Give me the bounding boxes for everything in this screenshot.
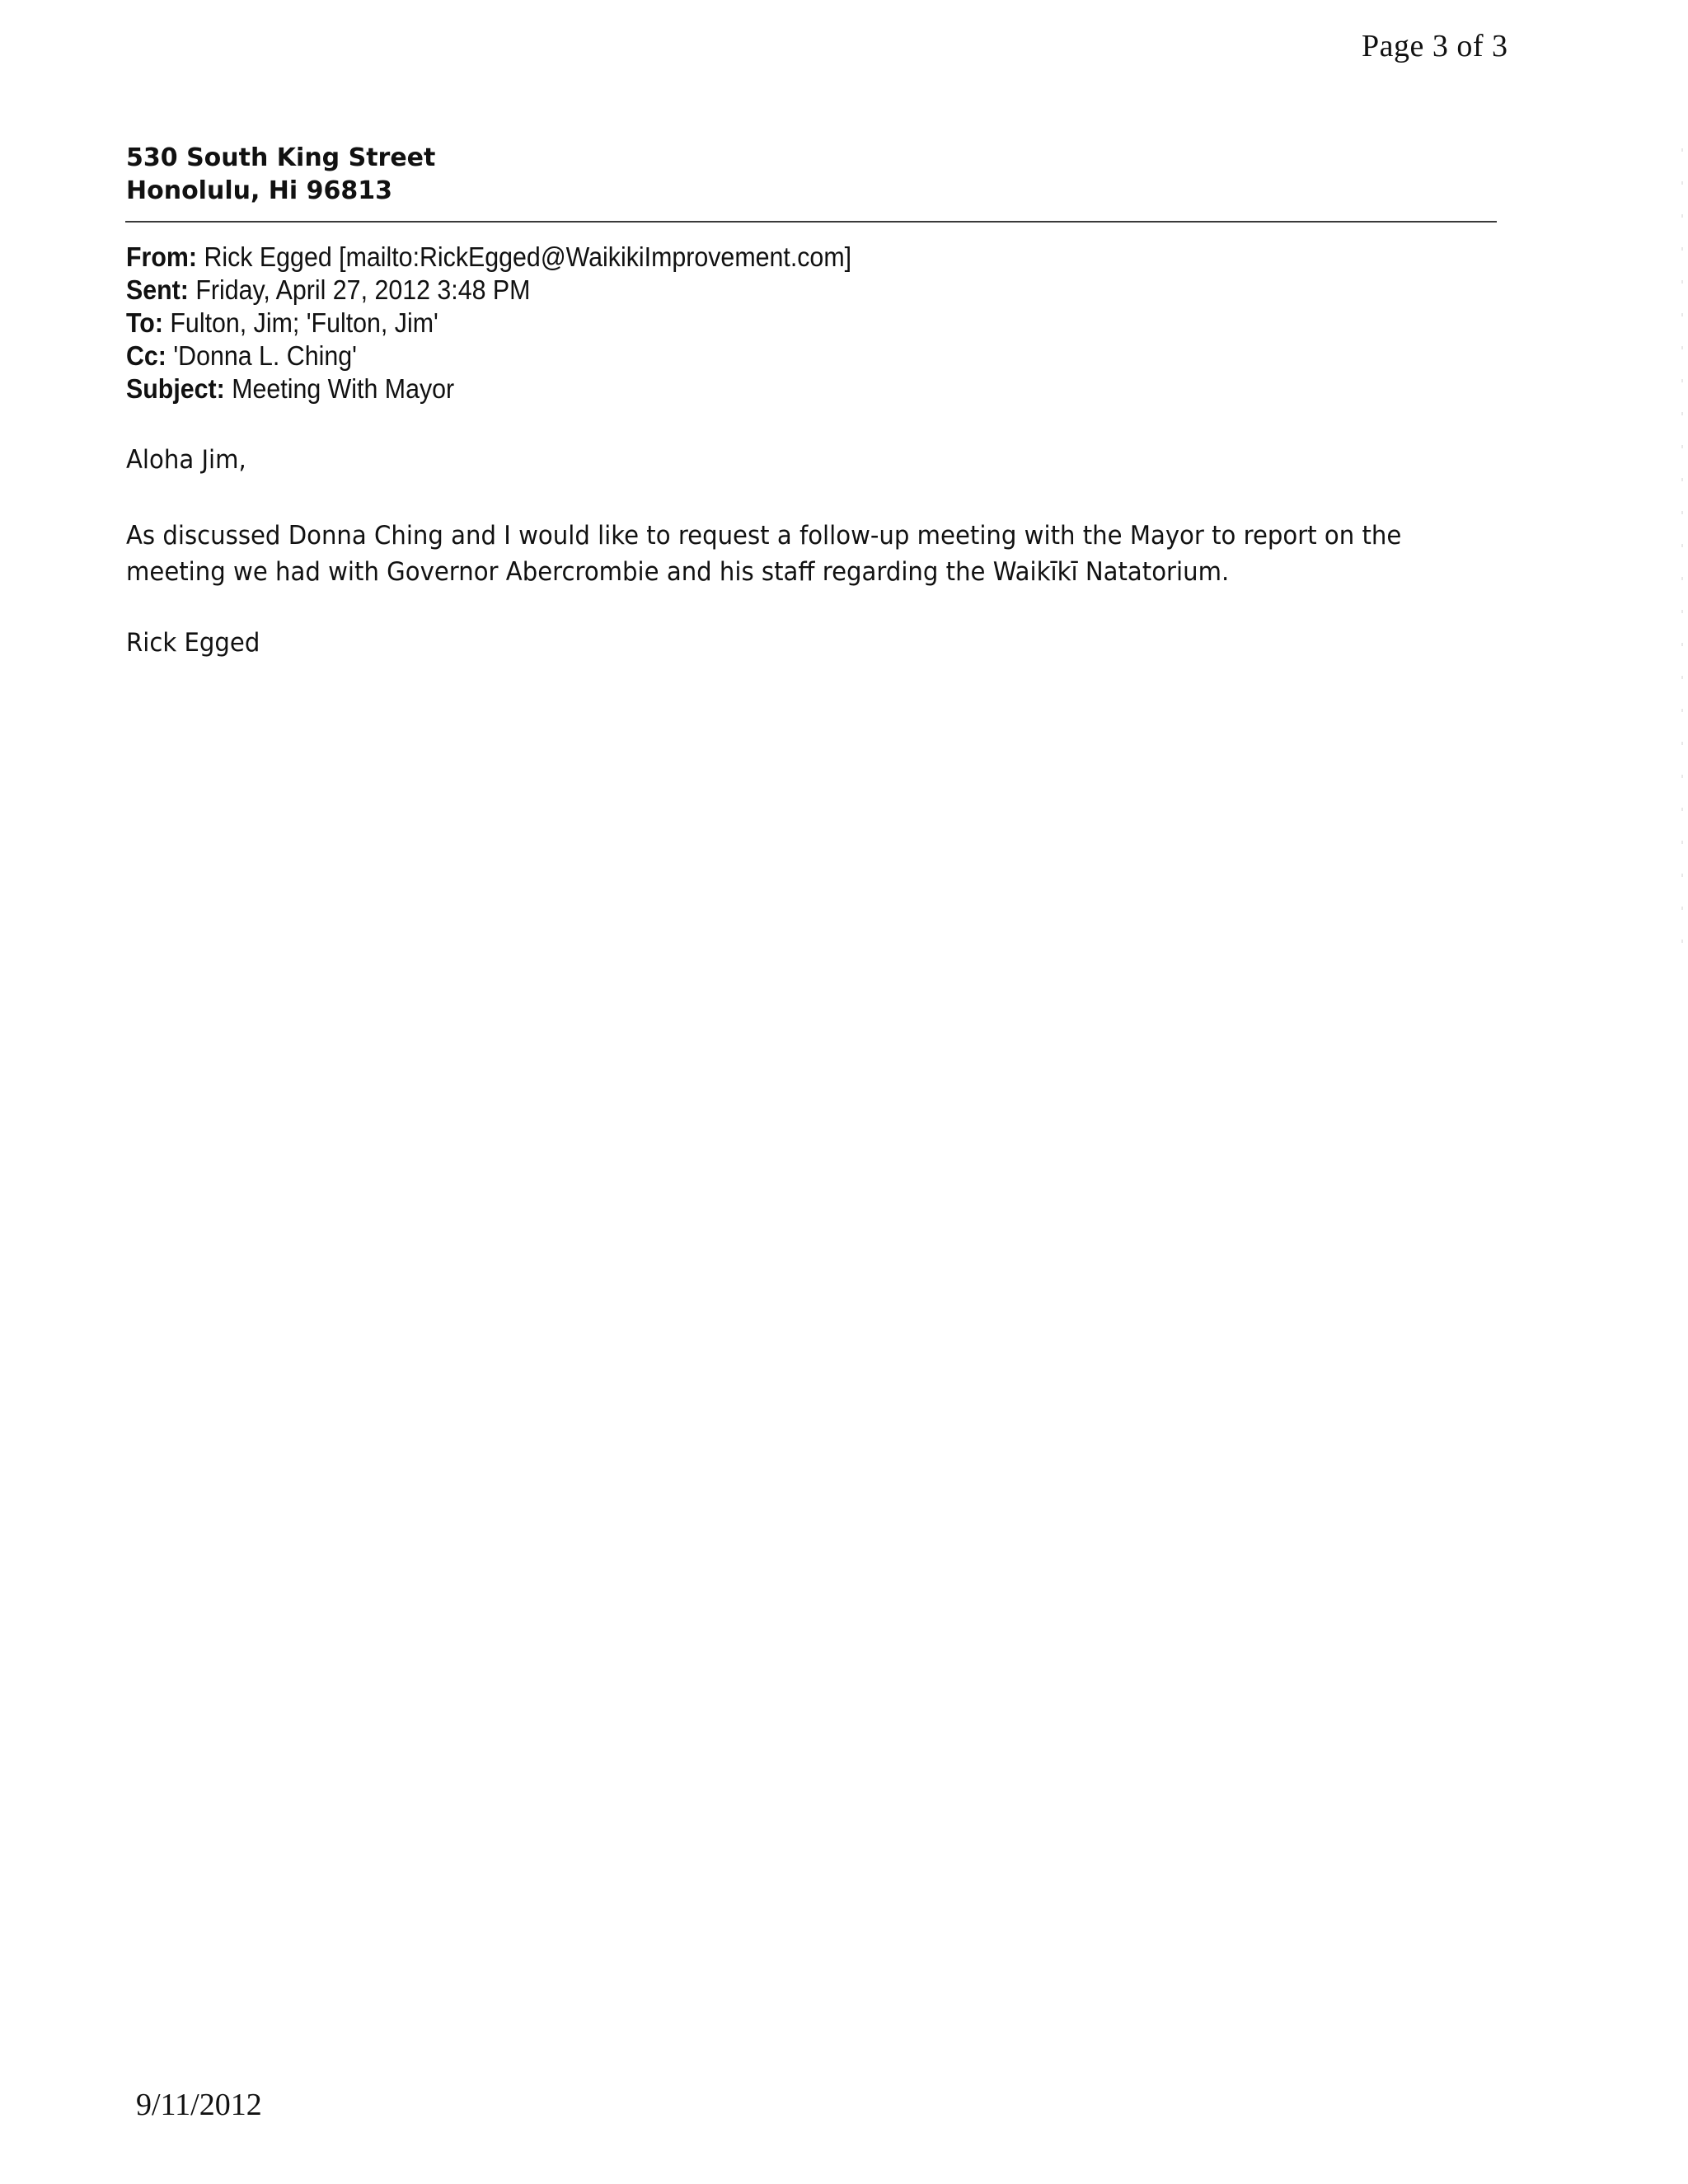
email-body: [126, 518, 1401, 590]
header-divider: [125, 221, 1497, 223]
header-label: From:: [126, 241, 204, 272]
header-sent: [126, 274, 851, 307]
address-city: Honolulu, Hi 96813: [126, 176, 393, 205]
footer-print-date: 9/11/2012: [136, 2088, 262, 2122]
header-value: Fulton, Jim; 'Fulton, Jim': [170, 307, 438, 338]
header-label: Cc:: [126, 340, 174, 371]
scan-artifact-edge: [1681, 148, 1683, 972]
address-street: 530 South King Street: [126, 143, 436, 172]
header-value: Rick Egged [mailto:RickEgged@WaikikiImprovement.com]: [204, 241, 852, 272]
body-line: meeting we had with Governor Abercrombie and his staff regarding the Waikīkī Natatorium.: [126, 557, 1230, 587]
header-subject: [126, 373, 851, 405]
header-value: Meeting With Mayor: [232, 373, 455, 404]
header-label: Sent:: [126, 274, 196, 305]
body-line: As discussed Donna Ching and I would like to request a follow-up meeting with the Mayor to report on the: [126, 521, 1402, 551]
header-from: [126, 241, 851, 274]
email-signature: Rick Egged: [126, 628, 260, 658]
header-cc: [126, 340, 851, 373]
email-greeting: Aloha Jim,: [126, 445, 246, 475]
header-to: [126, 307, 851, 340]
letterhead-address: [126, 142, 435, 208]
page-indicator: Page 3 of 3: [1362, 29, 1508, 63]
header-value: Friday, April 27, 2012 3:48 PM: [195, 274, 531, 305]
header-label: Subject:: [126, 373, 232, 404]
header-label: To:: [126, 307, 171, 338]
header-value: 'Donna L. Ching': [173, 340, 357, 371]
email-headers: [126, 241, 851, 405]
